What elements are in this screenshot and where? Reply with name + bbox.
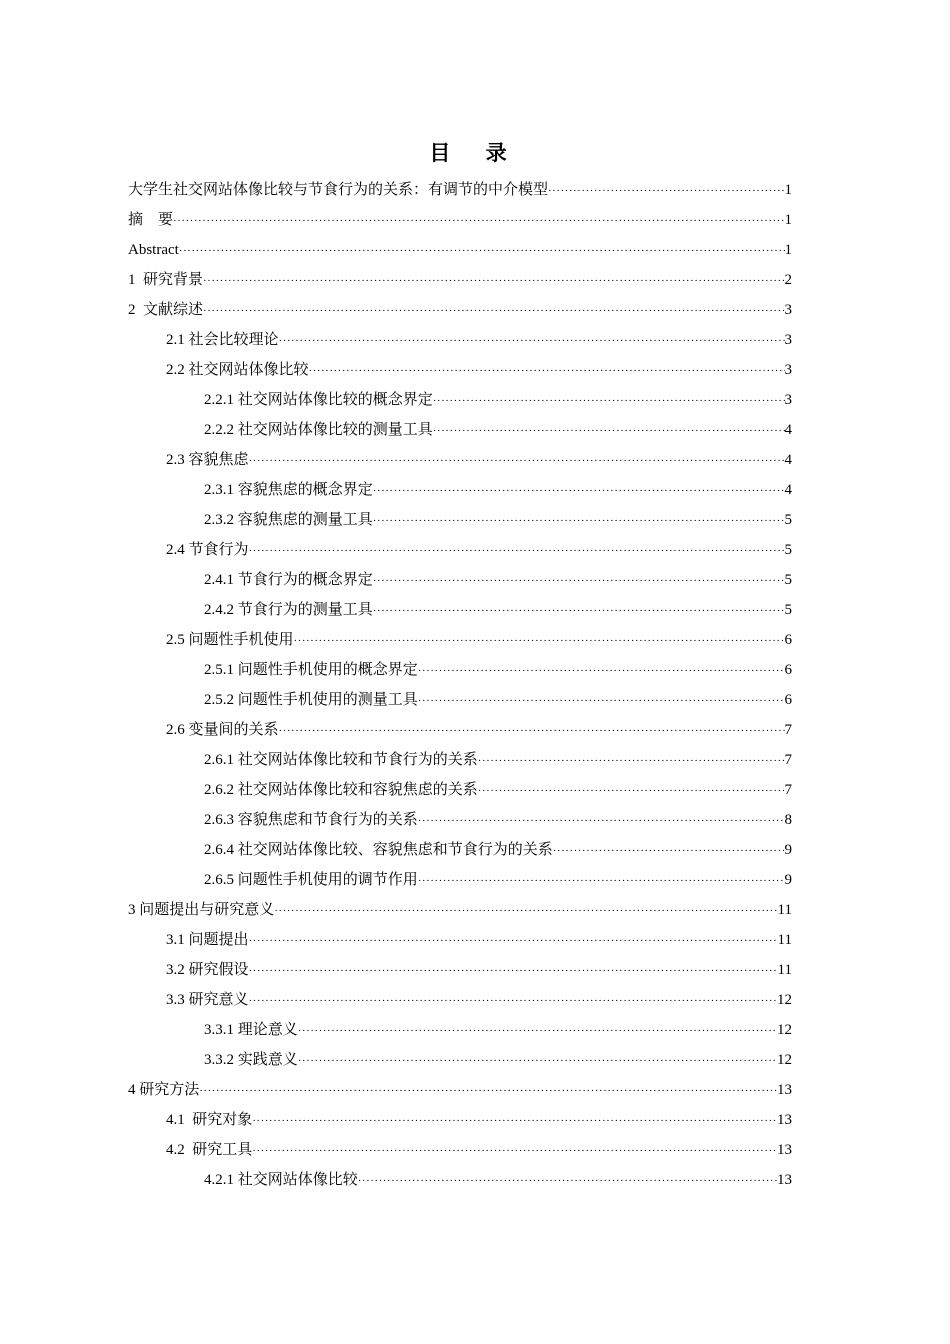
toc-entry-page-number: 6: [784, 692, 792, 708]
toc-leader-dots: [358, 1166, 777, 1196]
toc-leader-dots: [199, 1076, 777, 1106]
toc-entry-page-number: 13: [777, 1112, 792, 1128]
toc-entry-page-number: 12: [777, 1022, 792, 1038]
toc-entry[interactable]: [128, 1045, 792, 1075]
toc-entry-page-number: 6: [784, 632, 792, 648]
toc-entry[interactable]: [128, 565, 792, 595]
toc-entry-label: Abstract: [128, 242, 179, 258]
toc-entry-label: 2.5.2 问题性手机使用的测量工具: [204, 692, 418, 708]
toc-entry-page-number: 11: [777, 902, 792, 918]
toc-leader-dots: [249, 926, 778, 956]
toc-entry[interactable]: [128, 1135, 792, 1165]
toc-entry-label: 2.3 容貌焦虑: [166, 452, 249, 468]
toc-entry[interactable]: [128, 925, 792, 955]
toc-entry-page-number: 1: [784, 212, 792, 228]
toc-entry[interactable]: [128, 355, 792, 385]
toc-entry[interactable]: [128, 715, 792, 745]
toc-entry[interactable]: [128, 535, 792, 565]
toc-entry-page-number: 5: [784, 512, 792, 528]
toc-entry-label: 2.4.1 节食行为的概念界定: [204, 572, 373, 588]
toc-leader-dots: [252, 1106, 777, 1136]
toc-entry-page-number: 5: [784, 542, 792, 558]
toc-entry-label: 2.6.2 社交网站体像比较和容貌焦虑的关系: [204, 782, 478, 798]
toc-entry-page-number: 13: [777, 1142, 792, 1158]
toc-entry-page-number: 3: [784, 332, 792, 348]
toc-leader-dots: [309, 356, 785, 386]
toc-leader-dots: [373, 596, 785, 626]
toc-entry[interactable]: [128, 895, 792, 925]
toc-leader-dots: [249, 446, 785, 476]
toc-entry[interactable]: [128, 385, 792, 415]
toc-entry[interactable]: [128, 685, 792, 715]
toc-entry-page-number: 13: [777, 1172, 792, 1188]
toc-entry-page-number: 5: [784, 572, 792, 588]
toc-entry[interactable]: [128, 805, 792, 835]
toc-entry[interactable]: [128, 235, 792, 265]
toc-entry-page-number: 12: [777, 992, 792, 1008]
toc-entry[interactable]: [128, 745, 792, 775]
toc-entry-label: 2.2.2 社交网站体像比较的测量工具: [204, 422, 433, 438]
toc-entry-label: 3.3.2 实践意义: [204, 1052, 298, 1068]
toc-entry[interactable]: [128, 175, 792, 205]
toc-entry-page-number: 4: [784, 452, 792, 468]
toc-entry[interactable]: [128, 325, 792, 355]
toc-entry-page-number: 9: [784, 842, 792, 858]
toc-entry-page-number: 13: [777, 1082, 792, 1098]
toc-entry-label: 4.2 研究工具: [166, 1142, 253, 1158]
toc-entry-label: 2.6.5 问题性手机使用的调节作用: [204, 872, 418, 888]
toc-leader-dots: [279, 716, 785, 746]
toc-entry[interactable]: [128, 1075, 792, 1105]
toc-entry-page-number: 1: [784, 242, 792, 258]
toc-entry[interactable]: [128, 955, 792, 985]
toc-entry-label: 2.4 节食行为: [166, 542, 249, 558]
toc-entry[interactable]: [128, 865, 792, 895]
toc-leader-dots: [252, 1136, 777, 1166]
toc-leader-dots: [279, 326, 785, 356]
toc-entry-label: 2.5 问题性手机使用: [166, 632, 294, 648]
toc-entry-label: 4 研究方法: [128, 1082, 200, 1098]
table-of-contents: [128, 175, 792, 1195]
toc-entry[interactable]: [128, 295, 792, 325]
toc-entry[interactable]: [128, 835, 792, 865]
toc-entry[interactable]: [128, 415, 792, 445]
toc-entry-page-number: 4: [784, 482, 792, 498]
toc-entry-label: 1 研究背景: [128, 272, 204, 288]
toc-entry[interactable]: [128, 985, 792, 1015]
toc-entry-page-number: 11: [777, 962, 792, 978]
toc-leader-dots: [249, 986, 777, 1016]
toc-leader-dots: [418, 866, 785, 896]
toc-leader-dots: [478, 746, 785, 776]
toc-leader-dots: [553, 836, 785, 866]
toc-leader-dots: [433, 386, 785, 416]
toc-entry-label: 4.1 研究对象: [166, 1112, 253, 1128]
toc-leader-dots: [418, 656, 785, 686]
toc-entry[interactable]: [128, 1165, 792, 1195]
toc-entry-label: 2.2.1 社交网站体像比较的概念界定: [204, 392, 433, 408]
toc-entry[interactable]: [128, 1105, 792, 1135]
toc-entry-page-number: 9: [784, 872, 792, 888]
toc-leader-dots: [249, 536, 785, 566]
toc-entry[interactable]: [128, 595, 792, 625]
toc-entry-label: 2.5.1 问题性手机使用的概念界定: [204, 662, 418, 678]
toc-entry-page-number: 11: [777, 932, 792, 948]
toc-entry-page-number: 8: [784, 812, 792, 828]
toc-leader-dots: [294, 626, 785, 656]
toc-leader-dots: [418, 806, 785, 836]
toc-entry[interactable]: [128, 655, 792, 685]
toc-leader-dots: [298, 1046, 777, 1076]
toc-entry-label: 2.6 变量间的关系: [166, 722, 279, 738]
toc-entry-label: 2.6.3 容貌焦虑和节食行为的关系: [204, 812, 418, 828]
toc-entry-label: 2.4.2 节食行为的测量工具: [204, 602, 373, 618]
toc-entry[interactable]: [128, 625, 792, 655]
toc-entry-page-number: 4: [784, 422, 792, 438]
toc-leader-dots: [203, 296, 784, 326]
toc-entry-page-number: 6: [784, 662, 792, 678]
toc-entry-page-number: 3: [784, 302, 792, 318]
toc-leader-dots: [203, 266, 784, 296]
toc-entry-page-number: 12: [777, 1052, 792, 1068]
toc-entry[interactable]: [128, 205, 792, 235]
toc-entry-label: 2.1 社会比较理论: [166, 332, 279, 348]
toc-entry-label: 2.3.1 容貌焦虑的概念界定: [204, 482, 373, 498]
toc-entry-label: 大学生社交网站体像比较与节食行为的关系：有调节的中介模型: [128, 182, 549, 198]
toc-entry-label: 3.3 研究意义: [166, 992, 249, 1008]
toc-leader-dots: [548, 176, 784, 206]
toc-entry-label: 摘 要: [128, 212, 174, 228]
toc-entry-page-number: 3: [784, 392, 792, 408]
toc-entry-page-number: 2: [784, 272, 792, 288]
toc-entry-page-number: 7: [784, 752, 792, 768]
toc-leader-dots: [373, 566, 785, 596]
toc-entry[interactable]: [128, 1015, 792, 1045]
toc-entry-page-number: 3: [784, 362, 792, 378]
toc-entry-label: 2.2 社交网站体像比较: [166, 362, 309, 378]
toc-entry-label: 2.3.2 容貌焦虑的测量工具: [204, 512, 373, 528]
toc-entry-label: 2.6.1 社交网站体像比较和节食行为的关系: [204, 752, 478, 768]
toc-entry-page-number: 1: [784, 182, 792, 198]
toc-entry-page-number: 7: [784, 722, 792, 738]
toc-entry-page-number: 5: [784, 602, 792, 618]
toc-entry-label: 3.2 研究假设: [166, 962, 249, 978]
toc-leader-dots: [274, 896, 777, 926]
toc-entry[interactable]: [128, 445, 792, 475]
toc-leader-dots: [179, 236, 785, 266]
toc-leader-dots: [478, 776, 785, 806]
toc-leader-dots: [373, 476, 785, 506]
toc-entry-page-number: 7: [784, 782, 792, 798]
toc-leader-dots: [418, 686, 785, 716]
toc-leader-dots: [373, 506, 785, 536]
toc-leader-dots: [173, 206, 784, 236]
toc-leader-dots: [433, 416, 785, 446]
toc-entry-label: 2 文献综述: [128, 302, 204, 318]
toc-entry-label: 3.1 问题提出: [166, 932, 249, 948]
toc-entry-label: 4.2.1 社交网站体像比较: [204, 1172, 358, 1188]
toc-entry[interactable]: [128, 775, 792, 805]
toc-leader-dots: [249, 956, 778, 986]
toc-entry[interactable]: [128, 475, 792, 505]
page-title: 目 录: [429, 141, 521, 165]
toc-leader-dots: [298, 1016, 777, 1046]
toc-entry[interactable]: [128, 505, 792, 535]
toc-entry[interactable]: [128, 265, 792, 295]
toc-entry-label: 3 问题提出与研究意义: [128, 902, 275, 918]
toc-entry-label: 3.3.1 理论意义: [204, 1022, 298, 1038]
toc-entry-label: 2.6.4 社交网站体像比较、容貌焦虑和节食行为的关系: [204, 842, 553, 858]
